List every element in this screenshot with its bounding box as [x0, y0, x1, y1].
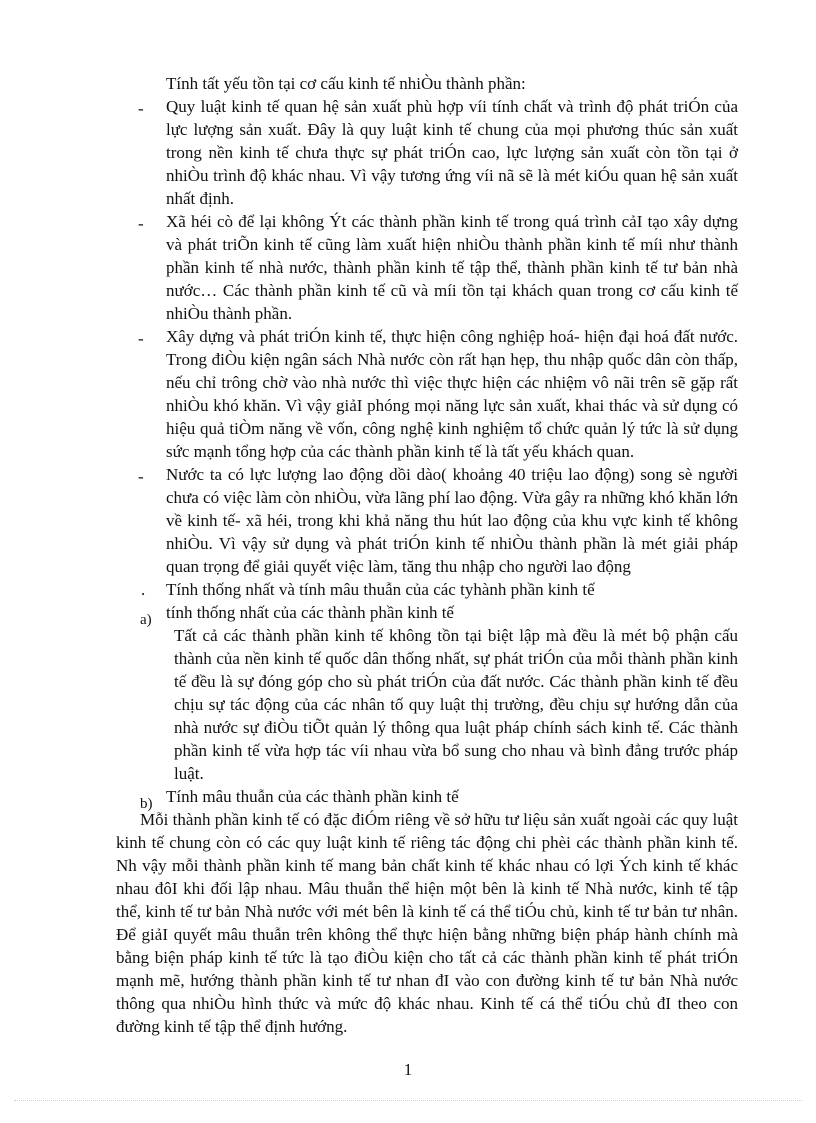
subsection-b-title: Tính mâu thuẫn của các thành phần kinh tế [166, 787, 459, 806]
page-number: 1 [403, 1060, 413, 1079]
bullet-text: Quy luật kinh tế quan hệ sản xuất phù hợp víi tính chất và trình độ phát triÓn của lực lượng sản xuất. Đây là quy luật kinh tế chung của mọi phương thúc sản xuất trong nền kinh tế chưa thực sự phát triÓn cao, lực lượng sản xuất còn tồn tại ở nhiÒu trình độ khác nhau. Vì vậy tương ứng víi nã sẽ là mét kiÓu quan hệ sản xuất nhất định. [166, 97, 738, 208]
section-heading: Tính tất yếu tồn tại cơ cấu kinh tế nhiÒu thành phần: [166, 74, 526, 93]
section-title: Tính thống nhất và tính mâu thuẫn của các tyhành phần kinh tế [166, 580, 595, 599]
section-marker: . [141, 580, 146, 599]
subsection-b-heading [116, 785, 738, 812]
subsection-a-title: tính thống nhất của các thành phần kinh tế [166, 603, 454, 622]
document-body [116, 72, 738, 1038]
bullet-item [116, 95, 738, 210]
bullet-item [116, 463, 738, 578]
bullet-marker: - [138, 99, 144, 118]
subsection-a-paragraph: Tất cả các thành phần kinh tế không tồn tại biệt lập mà đều là mét bộ phận cấu thành của nền kinh tế quốc dân thống nhất, sự phát triÓn của mỗi thành phần kinh tế đều là sự đóng góp cho sù phát triÓn của đất nước. Các thành phần kinh tế đều chịu sự tác động của các nhân tố quy luật thị trường, đều chịu sự hướng dẫn của nhà nước sự điÒu tiÕt quản lý thông qua luật pháp chính sách kinh tế. Các thành phần kinh tế vừa hợp tác víi nhau vừa bổ sung cho nhau và bình đẳng trước pháp luật. [174, 626, 738, 783]
section-title-row [116, 578, 738, 601]
bullet-text: Xây dựng và phát triÓn kinh tế, thực hiện công nghiệp hoá- hiện đại hoá đất nước. Trong điÒu kiện ngân sách Nhà nước còn rất hạn hẹp, thu nhập quốc dân còn thấp, nếu chỉ trông chờ vào nhà nước thì việc thực hiện các nhiệm vô nãi trên sẽ gặp rất nhiÒu khó khăn. Vì vậy giảI phóng mọi năng lực sản xuất, khai thác và sử dụng có hiệu quả tiÒm năng về vốn, công nghệ kinh nghiệm tổ chức quản lý tức là sử dụng sức mạnh tổng hợp của các thành phần kinh tế là tất yếu khách quan. [166, 327, 738, 461]
subsection-a-heading [116, 601, 738, 628]
bullet-marker: - [138, 467, 144, 486]
bullet-marker: - [138, 214, 144, 233]
page-bottom-rule [14, 1100, 802, 1101]
bullet-item [116, 325, 738, 463]
bullet-item [116, 210, 738, 325]
subsection-b-paragraph: Mỗi thành phần kinh tế có đặc điÓm riêng về sở hữu tư liệu sản xuất ngoài các quy luật kinh tế chung còn có các quy luật kinh tế riêng tác động chi phèi các thành phần kinh tế. Nh vậy mỗi thành phần kinh tế mang bản chất kinh tế khác nhau có lợi Ých kinh tế khác nhau đôI khi đối lập nhau. Mâu thuẫn thể hiện một bên là kinh tế Nhà nước, kinh tế tập thể, kinh tế tư bản Nhà nước với mét bên là kinh tế cá thể tiÓu chủ, kinh tế tư bản tư nhân. Để giảI quyết mâu thuẫn trên không thể thực hiện bằng những biện pháp hành chính mà bằng biện pháp kinh tế tức là tạo điÒu kiện cho tất cả các thành phần kinh tế phát triÓn mạnh mẽ, hướng thành phần kinh tế tư nhan đI vào con đường kinh tế tư bản Nhà nước thông qua nhiÒu hình thức và mức độ khác nhau. Kinh tế cá thể tiÓu chủ đI theo con đường kinh tế tập thể định hướng. [116, 810, 738, 1036]
subsection-a-marker: a) [140, 612, 152, 628]
bullet-text: Nước ta có lực lượng lao động dồi dào( khoảng 40 triệu lao động) song sè người chưa có việc làm còn nhiÒu, vừa lãng phí lao động. Vừa gây ra những khó khăn lớn về kinh tế- xã héi, trong khi khả năng thu hút lao động của khu vực kinh tế không nhiÒu. Vì vậy sử dụng và phát triÓn kinh tế nhiÒu thành phần là mét giải pháp quan trọng để giải quyết việc làm, tăng thu nhập cho người lao động [166, 465, 738, 576]
bullet-text: Xã héi cò để lại không Ýt các thành phần kinh tế trong quá trình cảI tạo xây dựng và phát triÕn kinh tế cũng làm xuất hiện nhiÒu thành phần kinh tế míi như thành phần kinh tế nhà nước, thành phần kinh tế tập thể, thành phần kinh tế tư bản nhà nước… Các thành phần kinh tế cũ và míi tồn tại khách quan trong cơ cấu kinh tế nhiÒu thành phần. [166, 212, 738, 323]
subsection-b-marker: b) [140, 796, 153, 812]
bullet-marker: - [138, 329, 144, 348]
